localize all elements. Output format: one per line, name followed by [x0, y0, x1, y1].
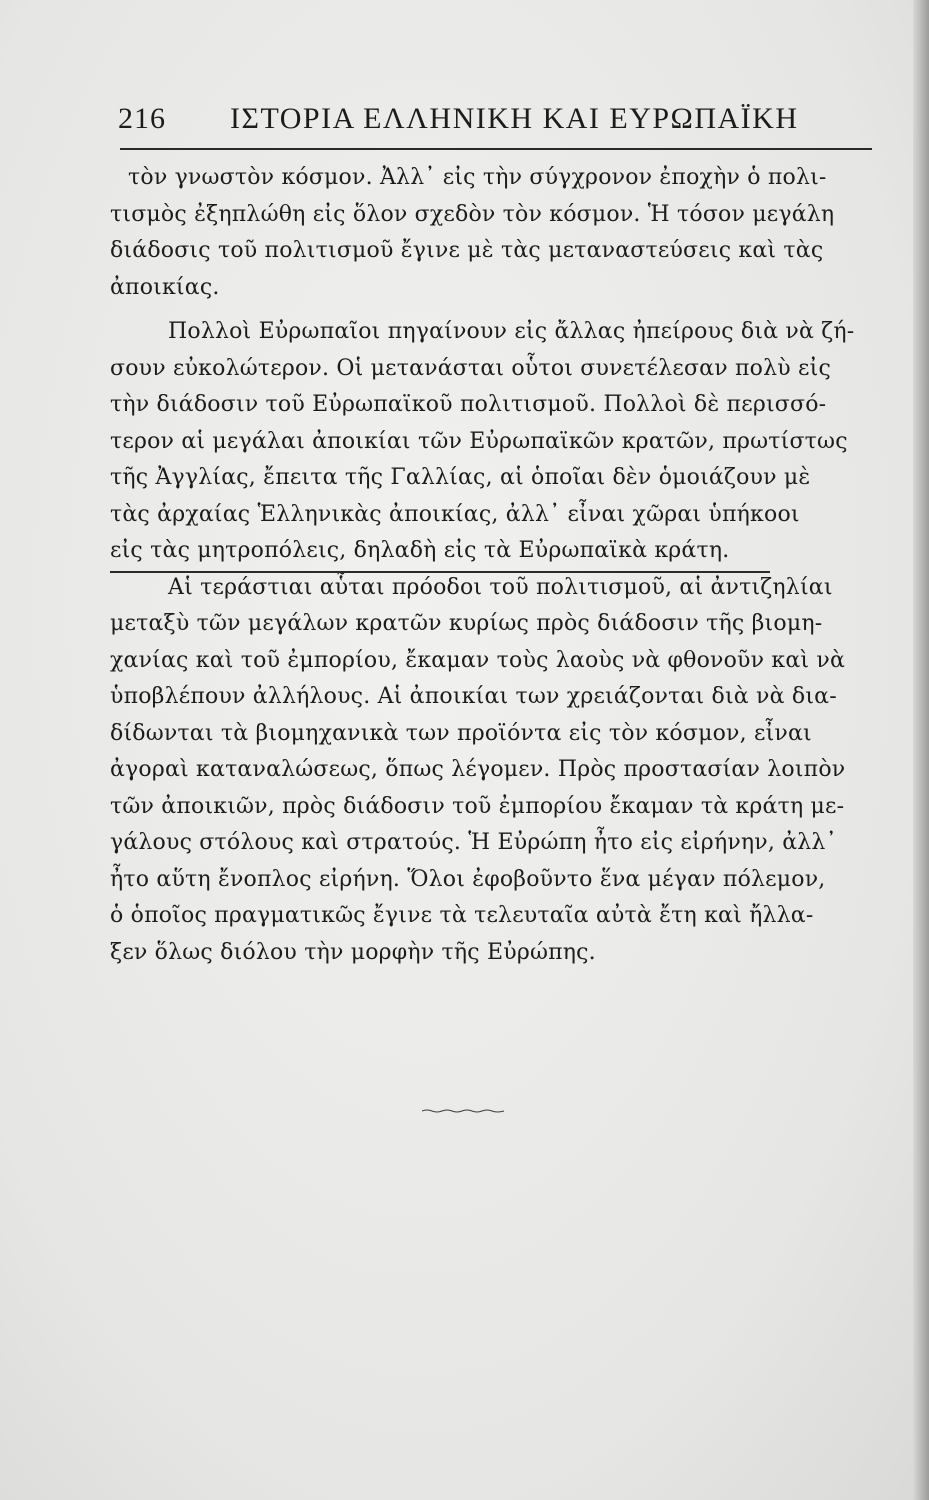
text-line: τὰς ἀρχαίας Ἑλληνικὰς ἀποικίας, ἀλλ᾽ εἶναι χῶραι ὑπήκοοι: [110, 501, 800, 527]
paragraph-2: [110, 314, 880, 570]
text-line: ξεν ὅλως διόλου τὴν μορφὴν τῆς Εὐρώπης.: [110, 939, 596, 965]
text-line: ὑποβλέπουν ἀλλήλους. Αἱ ἀποικίαι των χρειάζονται διὰ νὰ δια-: [110, 684, 837, 709]
section-underline: [110, 571, 770, 573]
paragraph-3: [110, 570, 880, 972]
text-line: τισμὸς ἐξηπλώθη εἰς ὅλον σχεδὸν τὸν κόσμον. Ἡ τόσον μεγάλη: [110, 201, 835, 227]
text-line: τῆς Ἀγγλίας, ἔπειτα τῆς Γαλλίας, αἱ ὁποῖαι δὲν ὁμοιάζουν μὲ: [110, 465, 811, 490]
page-header: [118, 98, 878, 148]
closing-ornament: [422, 1108, 504, 1114]
paragraph-1: [110, 160, 880, 306]
text-line: μεταξὺ τῶν μεγάλων κρατῶν κυρίως πρὸς διάδοσιν τῆς βιομη-: [110, 611, 823, 636]
page-edge-shadow: [913, 0, 929, 1500]
text-line: ἀποικίας.: [110, 274, 220, 300]
text-line: ἦτο αὕτη ἔνοπλος εἰρήνη. Ὅλοι ἐφοβοῦντο ἕνα μέγαν πόλεμον,: [110, 866, 826, 892]
text-line: Πολλοὶ Εὐρωπαῖοι πηγαίνουν εἰς ἄλλας ἠπείρους διὰ νὰ ζή-: [168, 319, 855, 344]
text-line: διάδοσις τοῦ πολιτισμοῦ ἔγινε μὲ τὰς μεταναστεύσεις καὶ τὰς: [110, 238, 824, 263]
text-line: ὁ ὁποῖος πραγματικῶς ἔγινε τὰ τελευταῖα αὐτὰ ἔτη καὶ ἤλλα-: [110, 903, 814, 928]
text-line: τῶν ἀποικιῶν, πρὸς διάδοσιν τοῦ ἐμπορίου ἔκαμαν τὰ κράτη με-: [110, 793, 845, 819]
text-line: τὸν γνωστὸν κόσμον. Ἀλλ᾽ εἰς τὴν σύγχρονον ἐποχὴν ὁ πολι-: [128, 165, 827, 190]
text-line: τερον αἱ μεγάλαι ἀποικίαι τῶν Εὐρωπαϊκῶν κρατῶν, πρωτίστως: [110, 428, 848, 454]
header-rule: [120, 148, 872, 150]
text-line: δίδωνται τὰ βιομηχανικὰ των προϊόντα εἰς τὸν κόσμον, εἶναι: [110, 720, 812, 746]
text-line: τὴν διάδοσιν τοῦ Εὐρωπαϊκοῦ πολιτισμοῦ. Πολλοὶ δὲ περισσό-: [110, 392, 827, 417]
text-line: Αἱ τεράστιαι αὗται πρόοδοι τοῦ πολιτισμοῦ, αἱ ἀντιζηλίαι: [168, 574, 833, 600]
text-line: εἰς τὰς μητροπόλεις, δηλαδὴ εἰς τὰ Εὐρωπαϊκὰ κράτη.: [110, 538, 730, 563]
running-title: ΙΣΤΟΡΙΑ ΕΛΛΗΝΙΚΗ ΚΑΙ ΕΥΡΩΠΑΪΚΗ: [230, 102, 799, 135]
body-text: [110, 160, 880, 971]
text-line: σουν εὐκολώτερον. Οἱ μετανάσται οὗτοι συνετέλεσαν πολὺ εἰς: [110, 355, 831, 381]
text-line: γάλους στόλους καὶ στρατούς. Ἡ Εὐρώπη ἦτο εἰς εἰρήνην, ἀλλ᾽: [110, 830, 837, 855]
text-line: ἀγοραὶ καταναλώσεως, ὅπως λέγομεν. Πρὸς προστασίαν λοιπὸν: [110, 757, 846, 782]
page-number: 216: [118, 102, 166, 135]
text-line: χανίας καὶ τοῦ ἐμπορίου, ἔκαμαν τοὺς λαοὺς νὰ φθονοῦν καὶ νὰ: [110, 647, 846, 673]
